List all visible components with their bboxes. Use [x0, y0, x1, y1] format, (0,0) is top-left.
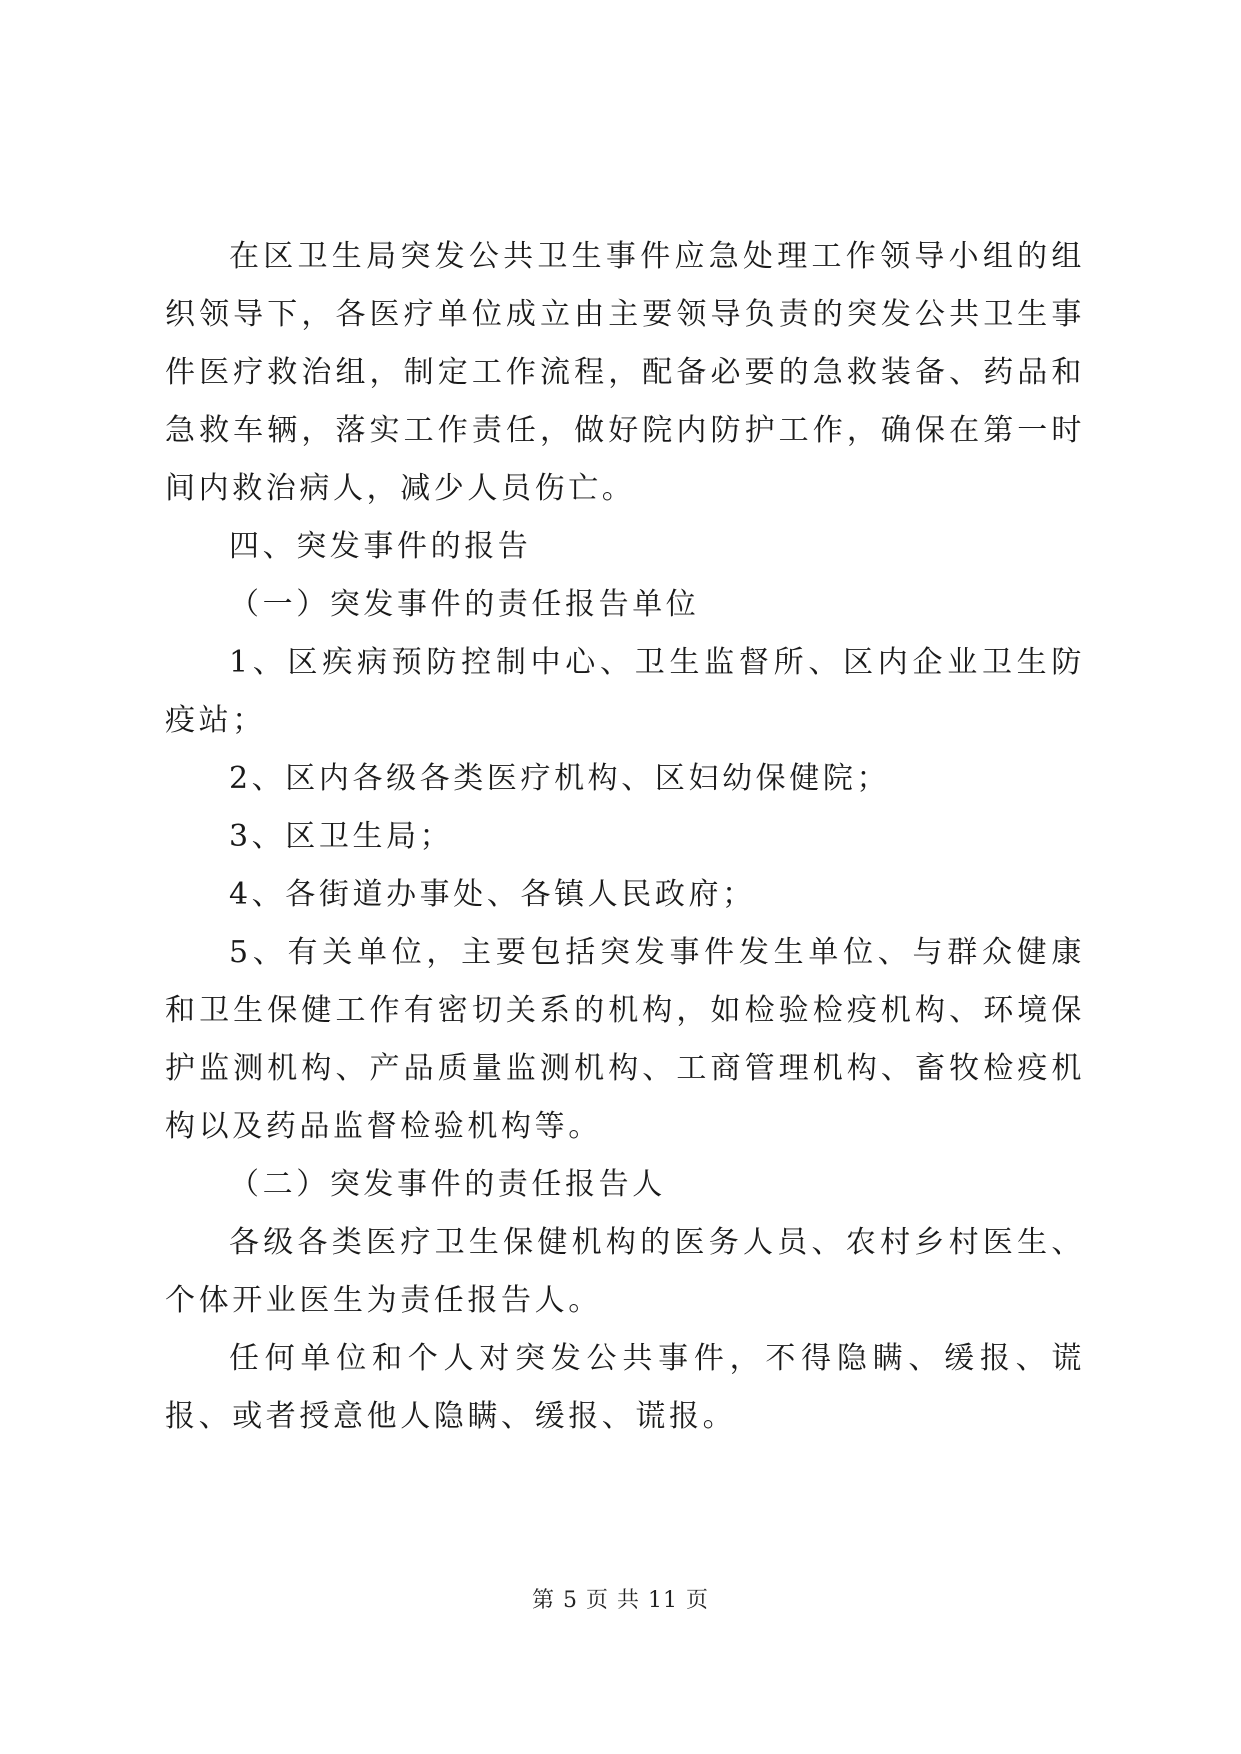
subheading-reporting-units: （一）突发事件的责任报告单位: [229, 587, 700, 622]
list-item-5: 5、有关单位，主要包括突发事件发生单位、与群众健康和卫生保健工作有密切关系的机构，如检验检疫机构、环境保护监测机构、产品质量监测机构、工商管理机构、畜牧检疫机构以及药品监督检验机构等。: [165, 935, 1085, 1144]
paragraph-no-concealment: 任何单位和个人对突发公共事件，不得隐瞒、缓报、谎报、或者授意他人隐瞒、缓报、谎报。: [165, 1341, 1085, 1434]
list-item-4: 4、各街道办事处、各镇人民政府；: [229, 877, 756, 912]
subheading-reporting-persons: （二）突发事件的责任报告人: [229, 1167, 666, 1202]
document-body: [165, 228, 1085, 1446]
list-item-1: 1、区疾病预防控制中心、卫生监督所、区内企业卫生防疫站；: [165, 645, 1085, 738]
section-heading-reporting: 四、突发事件的报告: [229, 529, 532, 564]
paragraph-medical-treatment: 在区卫生局突发公共卫生事件应急处理工作领导小组的组织领导下，各医疗单位成立由主要领导负责的突发公共卫生事件医疗救治组，制定工作流程，配备必要的急救装备、药品和急救车辆，落实工作责任，做好院内防护工作，确保在第一时间内救治病人，减少人员伤亡。: [165, 239, 1085, 506]
list-item-2: 2、区内各级各类医疗机构、区妇幼保健院；: [229, 761, 891, 796]
page-number-footer: 第 5 页 共 11 页: [532, 1588, 709, 1613]
list-item-3: 3、区卫生局；: [229, 819, 454, 854]
paragraph-reporting-persons: 各级各类医疗卫生保健机构的医务人员、农村乡村医生、个体开业医生为责任报告人。: [165, 1225, 1085, 1318]
